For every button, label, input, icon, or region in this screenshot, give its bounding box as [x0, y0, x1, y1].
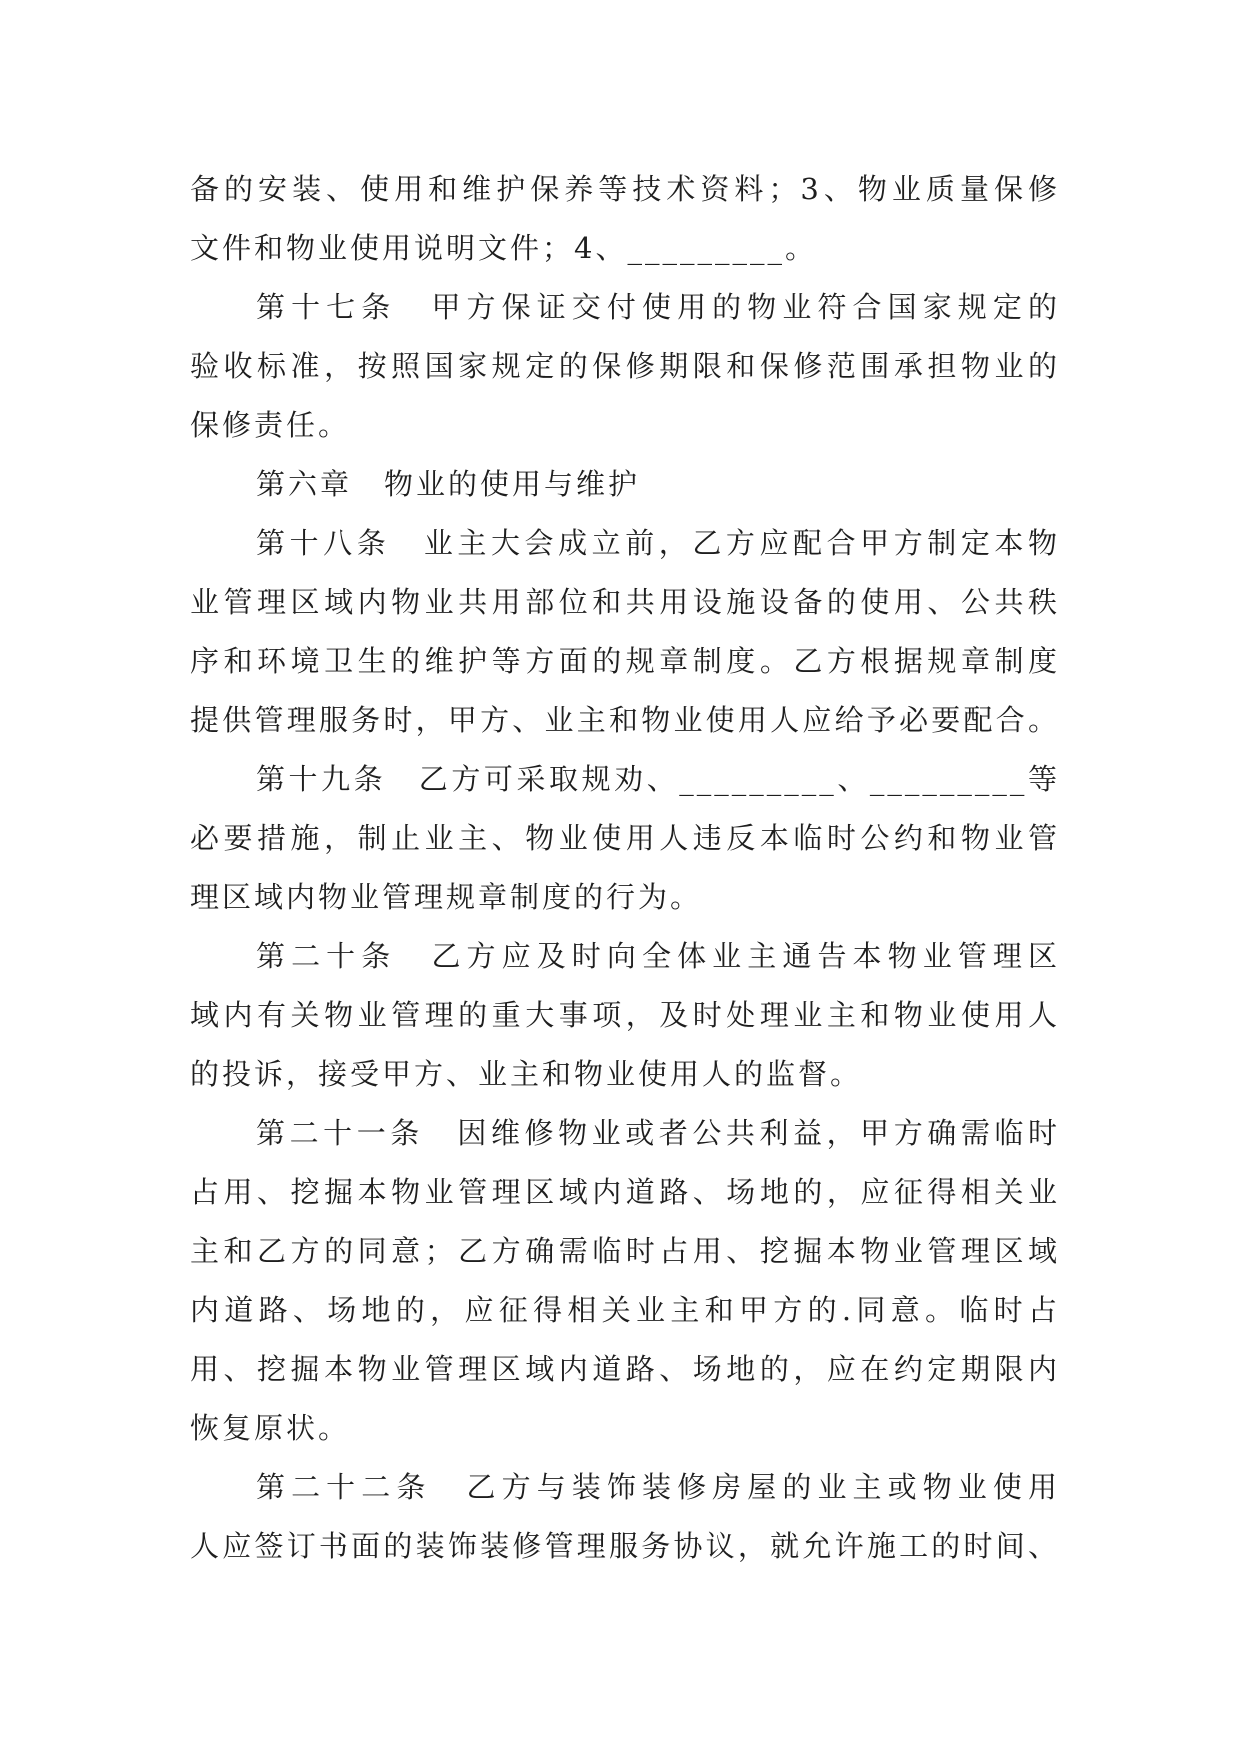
text-line: 备的安装、使用和维护保养等技术资料；3、物业质量保修	[190, 172, 1060, 206]
text-line: 恢复原状。	[190, 1411, 351, 1445]
text-line: 验收标准，按照国家规定的保修期限和保修范围承担物业的	[190, 349, 1060, 383]
text-line: 占用、挖掘本物业管理区域内道路、场地的，应征得相关业	[190, 1175, 1060, 1209]
text-line: 主和乙方的同意；乙方确需临时占用、挖掘本物业管理区域	[190, 1234, 1060, 1268]
article-22-start: 第二十二条 乙方与装饰装修房屋的业主或物业使用	[256, 1470, 1060, 1504]
text-line: 提供管理服务时，甲方、业主和物业使用人应给予必要配合。	[190, 703, 1060, 737]
text-line: 内道路、场地的，应征得相关业主和甲方的.同意。临时占	[190, 1293, 1060, 1327]
text-line: 域内有关物业管理的重大事项，及时处理业主和物业使用人	[190, 998, 1060, 1032]
article-20-start: 第二十条 乙方应及时向全体业主通告本物业管理区	[256, 939, 1060, 973]
chapter-heading: 第六章 物业的使用与维护	[256, 467, 641, 501]
article-17-start: 第十七条 甲方保证交付使用的物业符合国家规定的	[256, 290, 1060, 324]
text-line: 序和环境卫生的维护等方面的规章制度。乙方根据规章制度	[190, 644, 1060, 678]
text-line: 的投诉，接受甲方、业主和物业使用人的监督。	[190, 1057, 863, 1091]
article-18-start: 第十八条 业主大会成立前，乙方应配合甲方制定本物	[256, 526, 1060, 560]
text-line: 人应签订书面的装饰装修管理服务协议，就允许施工的时间、	[190, 1529, 1060, 1563]
text-line: 用、挖掘本物业管理区域内道路、场地的，应在约定期限内	[190, 1352, 1060, 1386]
text-line: 文件和物业使用说明文件；4、_________。	[190, 231, 817, 265]
article-19-start: 第十九条 乙方可采取规劝、_________、_________等	[256, 762, 1060, 796]
article-21-start: 第二十一条 因维修物业或者公共利益，甲方确需临时	[256, 1116, 1060, 1150]
document-body	[190, 160, 1060, 1576]
text-line: 必要措施，制止业主、物业使用人违反本临时公约和物业管	[190, 821, 1060, 855]
text-line: 保修责任。	[190, 408, 351, 442]
text-line: 理区域内物业管理规章制度的行为。	[190, 880, 703, 914]
text-line: 业管理区域内物业共用部位和共用设施设备的使用、公共秩	[190, 585, 1060, 619]
